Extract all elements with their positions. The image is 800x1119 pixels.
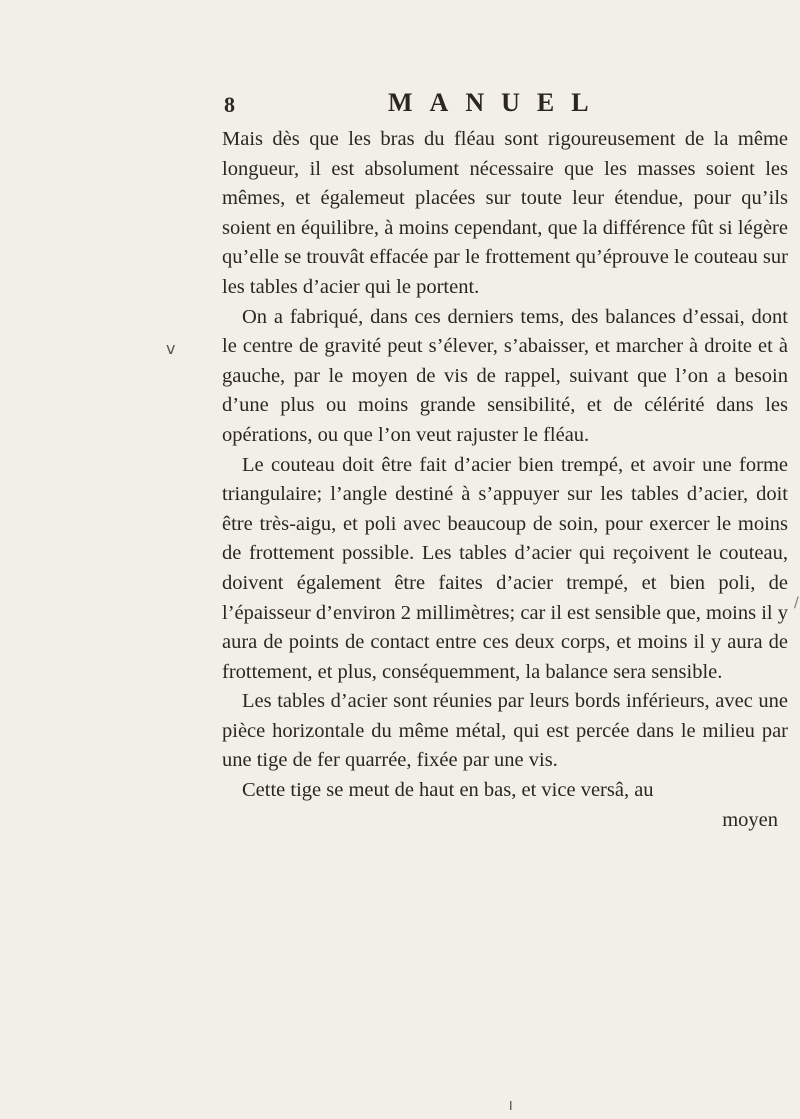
left-margin-mark: v (166, 339, 176, 358)
page-number: 8 (224, 92, 235, 117)
paragraph-5: Cette tige se meut de haut en bas, et vice versâ, au (242, 779, 654, 802)
paragraph-4: Les tables d’acier sont réunies par leurs bords inférieurs, avec une pièce horizontale du même métal, qui est percée dans le milieu par une tige de fer quarrée, fixée par une vis. (222, 690, 788, 772)
body-text (222, 125, 788, 835)
right-margin-mark: / (794, 595, 799, 611)
paragraph-1: Mais dès que les bras du fléau sont rigoureusement de la même longueur, il est absolument nécessaire que les masses soient les mêmes, et égalemeut placées sur toute leur étendue, pour qu’ils soient en équilibre, à moins cependant, que la différence fût si légère qu’elle se trouvât effacée par le frottement qu’éprouve le couteau sur les tables d’acier qui le portent. (222, 128, 788, 298)
paragraph-3: Le couteau doit être fait d’acier bien trempé, et avoir une forme triangulaire; l’angle destiné à s’appuyer sur les tables d’acier, doit être très-aigu, et poli avec beaucoup de soin, pour exercer le moins de frottement possible. Les tables d’acier qui reçoivent le couteau, doivent également être faites d’acier trempé, et bien poli, de l’épaisseur d’environ 2 millimètres; car il est sensible que, moins il y aura de points de contact entre ces deux corps, et moins il y aura de frottement, et plus, conséquemment, la balance sera sensible. (222, 453, 788, 683)
catchword: moyen (722, 808, 778, 831)
paragraph-2: On a fabriqué, dans ces derniers tems, des balances d’essai, dont le centre de gravité peut s’élever, s’abaisser, et marcher à droite et à gauche, par le moyen de vis de rappel, suivant que l’on a besoin d’une plus ou moins grande sensibilité, et de célérité dans les opérations, ou que l’on veut rajuster le fléau. (222, 305, 788, 446)
running-title: MANUEL (388, 88, 606, 117)
bottom-signature-mark: I (509, 1099, 513, 1113)
